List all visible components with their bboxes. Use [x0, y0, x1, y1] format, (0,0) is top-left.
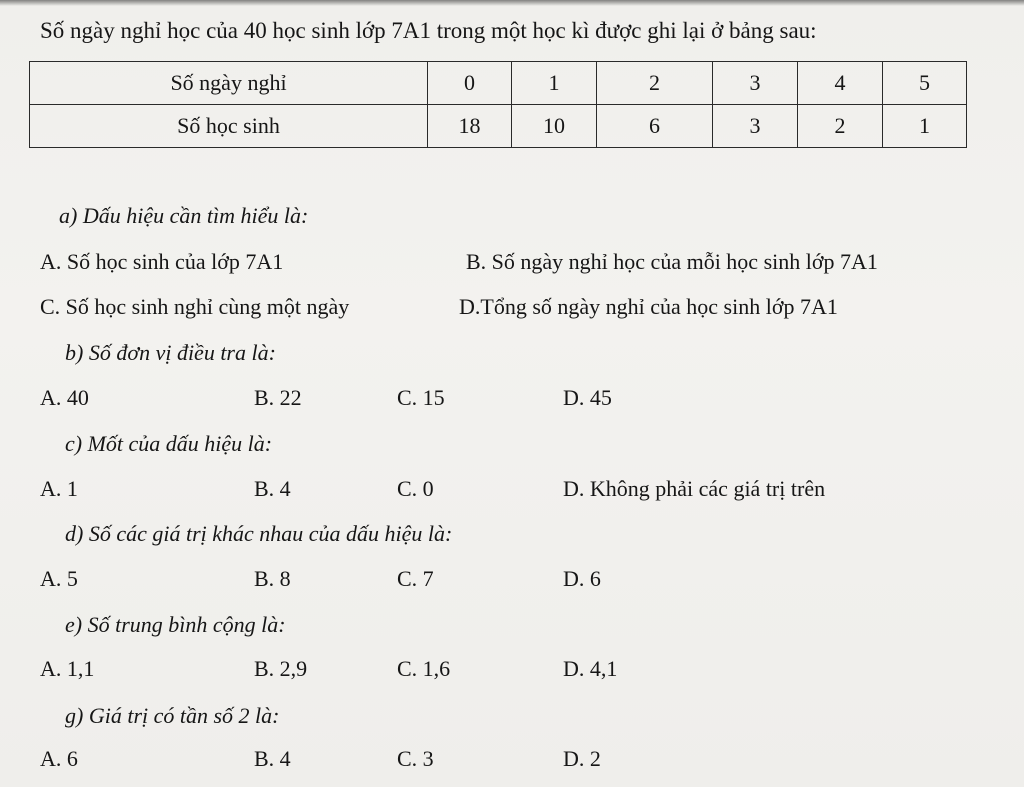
table-cell: 0: [428, 62, 512, 105]
question-c-option-c: C. 0: [397, 476, 434, 501]
table-cell: 6: [597, 105, 713, 148]
table-cell: 2: [798, 105, 883, 148]
intro-text: Số ngày nghỉ học của 40 học sinh lớp 7A1 trong một học kì được ghi lại ở bảng sau:: [40, 18, 817, 43]
table-cell: 5: [883, 62, 967, 105]
question-b-option-d: D. 45: [563, 385, 612, 410]
table-cell: 18: [428, 105, 512, 148]
question-b-prompt: b) Số đơn vị điều tra là:: [65, 340, 276, 365]
question-a-option-d: D.Tổng số ngày nghỉ của học sinh lớp 7A1: [459, 294, 838, 319]
question-d-prompt: d) Số các giá trị khác nhau của dấu hiệu là:: [65, 521, 453, 546]
row-label-days: Số ngày nghỉ: [30, 62, 428, 105]
page-edge-shadow: [0, 0, 1024, 6]
question-g-prompt: g) Giá trị có tần số 2 là:: [65, 703, 280, 728]
question-d-option-d: D. 6: [563, 566, 601, 591]
table-cell: 4: [798, 62, 883, 105]
question-d-option-a: A. 5: [40, 566, 78, 591]
question-c-option-d: D. Không phải các giá trị trên: [563, 476, 826, 501]
table-cell: 3: [713, 105, 798, 148]
question-e-option-b: B. 2,9: [254, 656, 308, 681]
question-d-option-c: C. 7: [397, 566, 434, 591]
table-cell: 1: [883, 105, 967, 148]
table-cell: 1: [512, 62, 597, 105]
question-c-option-b: B. 4: [254, 476, 291, 501]
question-a-option-a: A. Số học sinh của lớp 7A1: [40, 249, 284, 274]
table-cell: 10: [512, 105, 597, 148]
table-row: [30, 105, 967, 148]
question-c-option-a: A. 1: [40, 476, 78, 501]
row-label-students: Số học sinh: [30, 105, 428, 148]
table-row: [30, 62, 967, 105]
question-a-option-b: B. Số ngày nghỉ học của mỗi học sinh lớp 7A1: [466, 249, 878, 274]
question-g-option-c: C. 3: [397, 746, 434, 771]
question-g-option-a: A. 6: [40, 746, 78, 771]
question-b-option-b: B. 22: [254, 385, 302, 410]
table-cell: 2: [597, 62, 713, 105]
question-g-option-b: B. 4: [254, 746, 291, 771]
question-b-option-c: C. 15: [397, 385, 445, 410]
question-e-prompt: e) Số trung bình cộng là:: [65, 612, 286, 637]
question-b-option-a: A. 40: [40, 385, 89, 410]
question-e-option-c: C. 1,6: [397, 656, 451, 681]
question-a-prompt: a) Dấu hiệu cần tìm hiểu là:: [59, 203, 309, 228]
question-d-option-b: B. 8: [254, 566, 291, 591]
frequency-table: [29, 61, 967, 148]
question-c-prompt: c) Mốt của dấu hiệu là:: [65, 431, 273, 456]
question-e-option-d: D. 4,1: [563, 656, 618, 681]
table-cell: 3: [713, 62, 798, 105]
question-g-option-d: D. 2: [563, 746, 601, 771]
question-e-option-a: A. 1,1: [40, 656, 95, 681]
question-a-option-c: C. Số học sinh nghỉ cùng một ngày: [40, 294, 350, 319]
